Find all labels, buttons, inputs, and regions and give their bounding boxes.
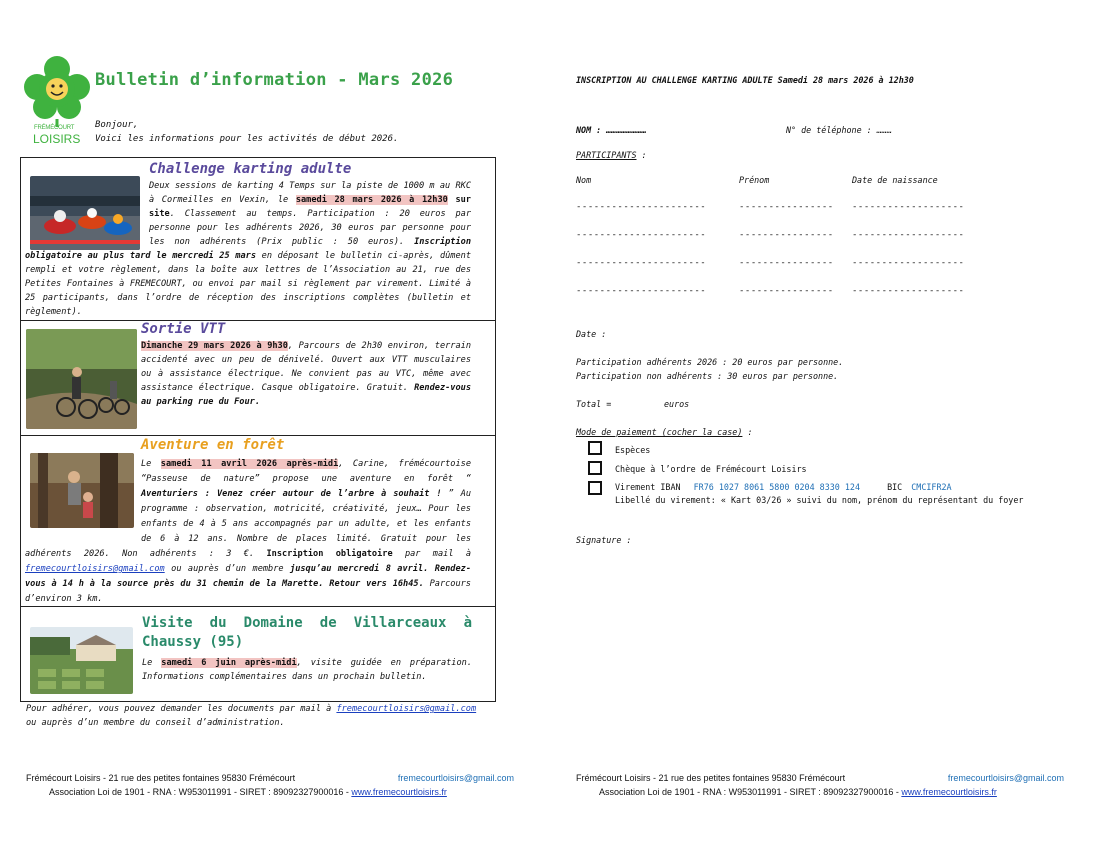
domaine-title: Visite du Domaine de Villarceaux à <box>142 615 472 631</box>
domaine-photo <box>30 627 133 694</box>
karting-deadline: Inscription obligatoire au plus tard le mercredi 25 mars <box>25 237 471 261</box>
checkbox-transfer[interactable] <box>588 481 602 495</box>
footer-legal: Association Loi de 1901 - RNA : W953011991 - SIRET : 89092327900016 - <box>49 787 352 797</box>
checkbox-cash[interactable] <box>588 441 602 455</box>
vtt-date: Dimanche 29 mars 2026 à 9h30 <box>141 341 288 351</box>
vtt-meeting: Rendez-vous au parking rue du Four. <box>141 383 471 407</box>
karting-onsite: sur site <box>149 195 471 219</box>
foret-p2: ” Au programme : observation, motricité, créativité, jeux… <box>141 489 471 514</box>
vtt-p1: , Parcours de 2h30 environ, terrain accidenté avec un peu de dénivelé. Ouvert aux VTT musculaires ou à assistance électrique. Ne convient pas au VTC, même avec assistance électrique. Casque obligatoire. Gratuit. <box>141 341 471 393</box>
foret-section <box>20 435 496 607</box>
form-payment-label: Mode de paiement (cocher la case) : <box>576 427 753 437</box>
adhesion-p1: Pour adhérer, vous pouvez demander les documents par mail à <box>26 704 337 714</box>
transfer-note: Libellé du virement: « Kart 03/26 » suivi du nom, prénom du représentant du foyer <box>615 495 1024 505</box>
karting-p1: Deux sessions de karting 4 Temps sur la piste de 1000 m au RKC à Cormeilles en Vexin, le <box>149 181 471 205</box>
pay-cash-label: Espèces <box>615 445 651 455</box>
domaine-p0: Le <box>142 658 162 668</box>
adhesion-text <box>26 702 506 730</box>
form-price-members: Participation adhérents 2026 : 20 euros par personne. <box>576 357 844 367</box>
logo-line1: FRÉMÉCOURT <box>34 125 75 131</box>
newsletter-title: Bulletin d’information - Mars 2026 <box>95 70 454 90</box>
form-phone-field[interactable]: N° de téléphone : ……… <box>786 125 892 135</box>
foret-p7: Parcours d’environ 3 km. <box>25 579 471 604</box>
domaine-title-cont: Chaussy (95) <box>142 634 244 650</box>
foret-p3: Pour les enfants de 4 à 5 ans accompagnés par un adulte, et les enfants de 6 à 12 ans. Nombre de places limité. Gratuit pour les adhérents 2026. Non adhérents : 3 €. <box>25 504 471 559</box>
adhesion-email-link[interactable]: fremecourtloisirs@gmail.com <box>336 704 477 714</box>
footer-website-link-right[interactable]: www.fremecourtloisirs.fr <box>901 787 997 797</box>
vtt-photo <box>26 329 137 429</box>
karting-text <box>25 179 471 319</box>
karting-p2: . Classement au temps. Participation : 20 euros par personne pour les adhérents 2026, 30 euros par personne pour les non adhérents (Prix public : 50 euros). <box>149 209 471 247</box>
form-participants-label: PARTICIPANTS : <box>576 150 647 160</box>
foret-p4: par mail à <box>392 549 472 559</box>
footer-address-right: Frémécourt Loisirs - 21 rue des petites fontaines 95830 Frémécourt <box>576 773 846 783</box>
col-header-naissance: Date de naissance <box>852 175 938 185</box>
domaine-date: samedi 6 juin après-midi <box>161 658 297 668</box>
clover-logo-icon <box>22 55 92 127</box>
bic-value: CMCIFR2A <box>911 482 952 492</box>
footer-right <box>576 771 1066 799</box>
form-title: INSCRIPTION AU CHALLENGE KARTING ADULTE Samedi 28 mars 2026 à 12h30 <box>576 75 914 85</box>
vtt-text <box>141 339 471 409</box>
karting-p3: en déposant le bulletin ci-après, dûment rempli et votre règlement, dans la boîte aux lettres de l’Association au 21, rue des Petites Fontaines à FREMECOURT, ou envoi par mail si règlement par virement. Limité à 25 participants, dans l’ordre de réception des inscriptions complètes (bulletin et règlement). <box>25 251 471 317</box>
vtt-section <box>20 320 496 436</box>
pay-transfer-label: Virement IBAN <box>615 482 681 492</box>
bic-label: BIC <box>887 482 903 492</box>
foret-p0: Le <box>141 459 161 469</box>
form-price-nonmembers: Participation non adhérents : 30 euros par personne. <box>576 371 839 381</box>
karting-section <box>20 157 496 321</box>
iban-value: FR76 1027 8061 5800 0204 8330 124 <box>693 482 861 492</box>
col-header-prenom: Prénom <box>739 175 770 185</box>
domaine-text <box>142 656 472 684</box>
greeting-block <box>95 118 398 146</box>
form-nom-field[interactable]: NOM : …………………… <box>576 125 647 135</box>
footer-website-link[interactable]: www.fremecourtloisirs.fr <box>351 787 447 797</box>
foret-title: Aventure en forêt <box>141 437 285 453</box>
pay-transfer-row <box>615 482 952 492</box>
foret-insc: Inscription obligatoire <box>266 549 393 559</box>
form-total-label: Total = <box>576 399 612 409</box>
foret-p5: ou auprès d’un membre <box>164 564 291 574</box>
checkbox-cheque[interactable] <box>588 461 602 475</box>
karting-title: Challenge karting adulte <box>149 161 352 177</box>
foret-text <box>25 457 471 607</box>
adhesion-p2: ou auprès d’un membre du conseil d’administration. <box>26 718 285 728</box>
form-signature-field[interactable]: Signature : <box>576 535 632 545</box>
intro: Voici les informations pour les activités de début 2026. <box>95 134 399 144</box>
foret-p1: , Carine, frémécourtoise “Passeuse de nature” propose une aventure en forêt “ <box>141 459 471 484</box>
col-header-nom: Nom <box>576 175 592 185</box>
vtt-title: Sortie VTT <box>141 321 226 337</box>
footer-email-link[interactable]: fremecourtloisirs@gmail.com <box>397 773 514 783</box>
footer-legal-right: Association Loi de 1901 - RNA : W953011991 - SIRET : 89092327900016 - <box>599 787 902 797</box>
participant-row-3[interactable]: ---------------------- ---------------- ------------------- <box>576 258 965 268</box>
footer-left <box>26 771 516 799</box>
participant-row-1[interactable]: ---------------------- ---------------- ------------------- <box>576 202 965 212</box>
form-date-field[interactable]: Date : <box>576 329 607 339</box>
form-participants: PARTICIPANTS <box>576 150 637 160</box>
form-total-unit: euros <box>664 399 690 409</box>
participant-row-2[interactable]: ---------------------- ---------------- ------------------- <box>576 230 965 240</box>
footer-address: Frémécourt Loisirs - 21 rue des petites fontaines 95830 Frémécourt <box>26 773 296 783</box>
logo <box>22 55 92 150</box>
greeting: Bonjour, <box>95 120 139 130</box>
domaine-section <box>20 606 496 702</box>
foret-email-link[interactable]: fremecourtloisirs@gmail.com <box>25 564 165 574</box>
pay-cheque-label: Chèque à l’ordre de Frémécourt Loisirs <box>615 464 807 474</box>
foret-quote: Aventuriers : Venez créer autour de l’arbre à souhait ! <box>141 489 449 499</box>
domaine-p1: , visite guidée en préparation. Informations complémentaires dans un prochain bulletin. <box>142 658 472 682</box>
karting-date: samedi 28 mars 2026 à 12h30 <box>295 195 448 205</box>
foret-p6: jusqu’au mercredi 8 avril. Rendez-vous à 14 h à la source près du 31 chemin de la Marette. Retour vers 16h45. <box>25 564 471 589</box>
footer-email-link-right[interactable]: fremecourtloisirs@gmail.com <box>947 773 1064 783</box>
participant-row-4[interactable]: ---------------------- ---------------- ------------------- <box>576 286 965 296</box>
foret-date: samedi 11 avril 2026 après-midi <box>160 459 339 469</box>
logo-line2: LOISIRS <box>33 132 81 146</box>
